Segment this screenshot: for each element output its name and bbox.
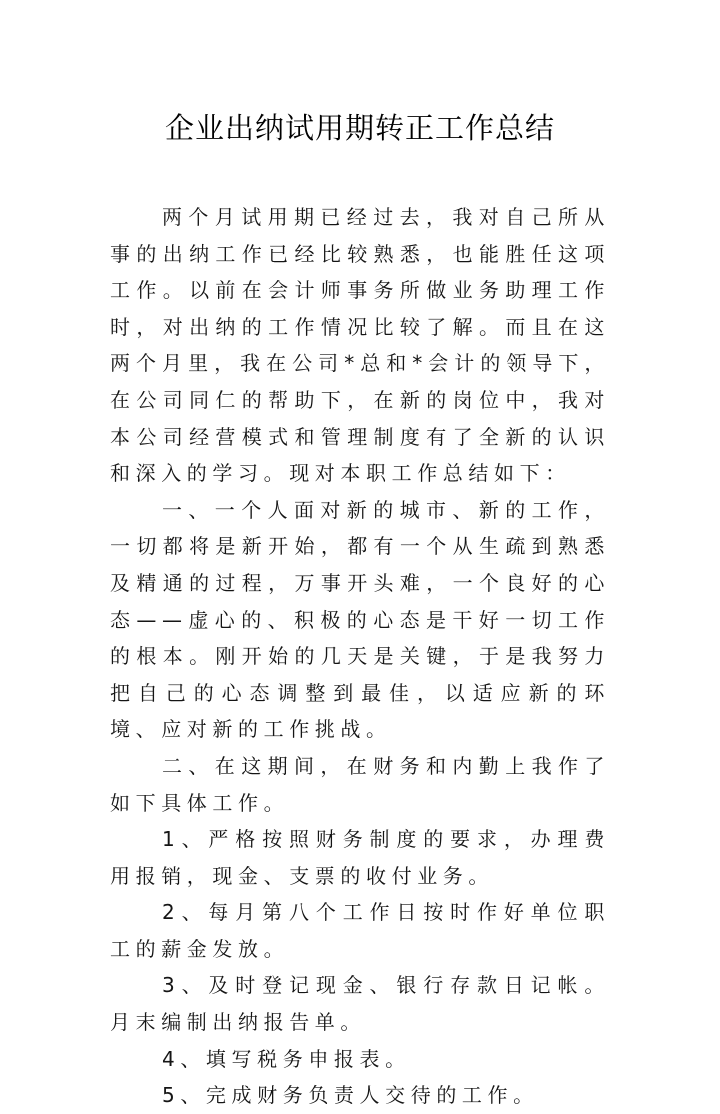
section-two-heading: 二、在这期间，在财务和内勤上我作了如下具体工作。 bbox=[110, 753, 610, 815]
document-title: 企业出纳试用期转正工作总结 bbox=[164, 111, 555, 145]
section-one-paragraph: 一、一个人面对新的城市、新的工作，一切都将是新开始，都有一个从生疏到熟悉及精通的过程，万事开头难，一个良好的心态——虚心的、积极的心态是干好一切工作的根本。刚开始的几天是关键，于是我努力把自己的心态调整到最佳，以适应新的环境、应对新的工作挑战。 bbox=[110, 497, 610, 742]
task-item-3: 3、及时登记现金、银行存款日记帐。月末编制出纳报告单。 bbox=[110, 973, 610, 1035]
intro-paragraph: 两个月试用期已经过去，我对自己所从事的出纳工作已经比较熟悉，也能胜任这项工作。以前在会计师事务所做业务助理工作时，对出纳的工作情况比较了解。而且在这两个月里，我在公司*总和*会计的领导下，在公司同仁的帮助下，在新的岗位中，我对本公司经营模式和管理制度有了全新的认识和深入的学习。现对本职工作总结如下： bbox=[110, 205, 610, 486]
task-item-2: 2、每月第八个工作日按时作好单位职工的薪金发放。 bbox=[110, 900, 610, 961]
task-item-1: 1、严格按照财务制度的要求，办理费用报销，现金、支票的收付业务。 bbox=[110, 827, 610, 888]
document-body bbox=[110, 199, 610, 1114]
task-item-4: 4、填写税务申报表。 bbox=[162, 1046, 411, 1071]
task-item-5: 5、完成财务负责人交待的工作。 bbox=[162, 1083, 539, 1108]
